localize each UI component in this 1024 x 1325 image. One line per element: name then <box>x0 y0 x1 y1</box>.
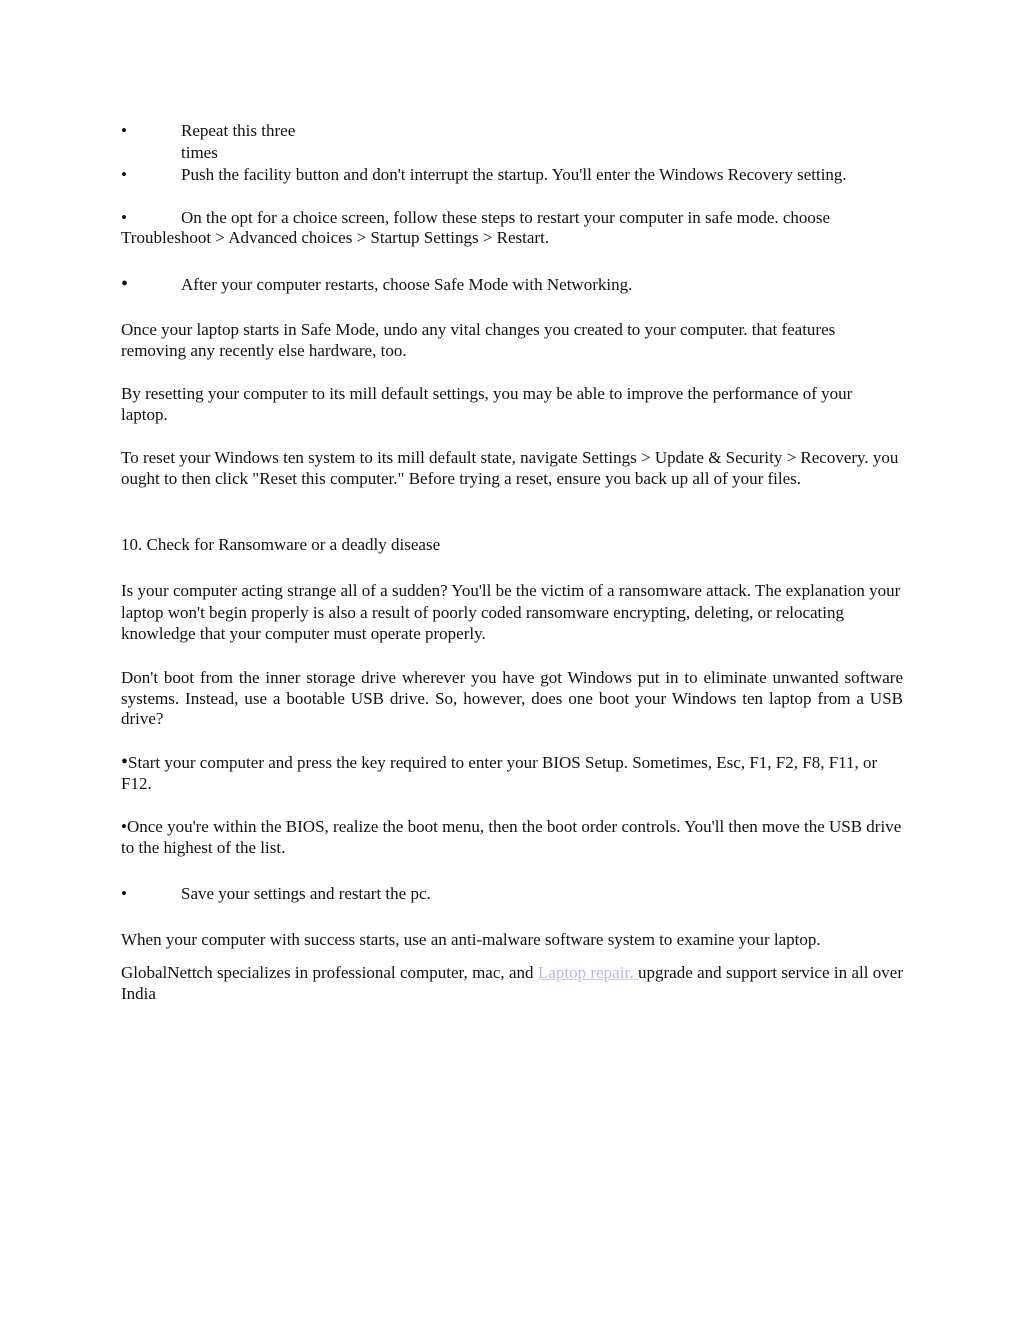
bullet-marker: • <box>121 751 129 773</box>
bullet-marker: • <box>121 884 127 903</box>
bullet-text: After your computer restarts, choose Safe Mode with Networking. <box>181 275 633 294</box>
closing-text-before: GlobalNettch specializes in professional computer, mac, and <box>121 963 538 982</box>
paragraph-text: Once you're within the BIOS, realize the boot menu, then the boot order controls. You'll then move the USB drive to the highest of the list. <box>121 817 902 857</box>
bullet-text: On the opt for a choice screen, follow these steps to restart your computer in safe mode. choose <box>181 208 831 227</box>
bullet-text: Save your settings and restart the pc. <box>181 884 431 903</box>
section-heading: 10. Check for Ransomware or a deadly disease <box>121 535 441 554</box>
paragraph: Once your laptop starts in Safe Mode, undo any vital changes you created to your computer. that features removing any recently else hardware, too. <box>121 320 836 360</box>
bullet-text: Push the facility button and don't interrupt the startup. You'll enter the Windows Recovery setting. <box>181 165 847 184</box>
paragraph-bullet <box>121 817 903 858</box>
closing-text-after: upgrade and support service in all over India <box>121 963 904 1003</box>
laptop-repair-link[interactable]: Laptop repair, <box>537 963 638 982</box>
troubleshoot-path: Troubleshoot > Advanced choices > Startup Settings > Restart. <box>121 228 550 247</box>
paragraph: To reset your Windows ten system to its mill default state, navigate Settings > Update & Security > Recovery. you ought to then click "Reset this computer." Before trying a reset, ensure you back up all of your files. <box>121 448 899 488</box>
bullet-marker: • <box>121 208 127 227</box>
bullet-marker: • <box>121 273 129 295</box>
paragraph-text: Start your computer and press the key required to enter your BIOS Setup. Sometimes, Esc, F1, F2, F8, F11, or F12. <box>121 753 878 793</box>
bullet-marker: • <box>121 121 127 140</box>
paragraph: When your computer with success starts, use an anti-malware software system to examine your laptop. <box>121 930 821 949</box>
paragraph: Don't boot from the inner storage drive wherever you have got Windows put in to eliminate unwanted software systems. Instead, use a bootable USB drive. So, however, does one boot your Windows ten laptop from a USB drive? <box>121 668 903 728</box>
bullet-marker: • <box>121 817 127 836</box>
paragraph: Is your computer acting strange all of a sudden? You'll be the victim of a ransomware attack. The explanation your laptop won't begin properly is also a result of poorly coded ransomware encrypting, deleting, or relocating knowledge that your computer must operate properly. <box>121 581 901 643</box>
paragraph-bullet <box>121 752 903 794</box>
bullet-marker: • <box>121 165 127 184</box>
paragraph: By resetting your computer to its mill default settings, you may be able to improve the performance of your laptop. <box>121 384 853 424</box>
bullet-text: Repeat this three times <box>181 121 296 162</box>
closing-paragraph <box>121 963 903 1004</box>
